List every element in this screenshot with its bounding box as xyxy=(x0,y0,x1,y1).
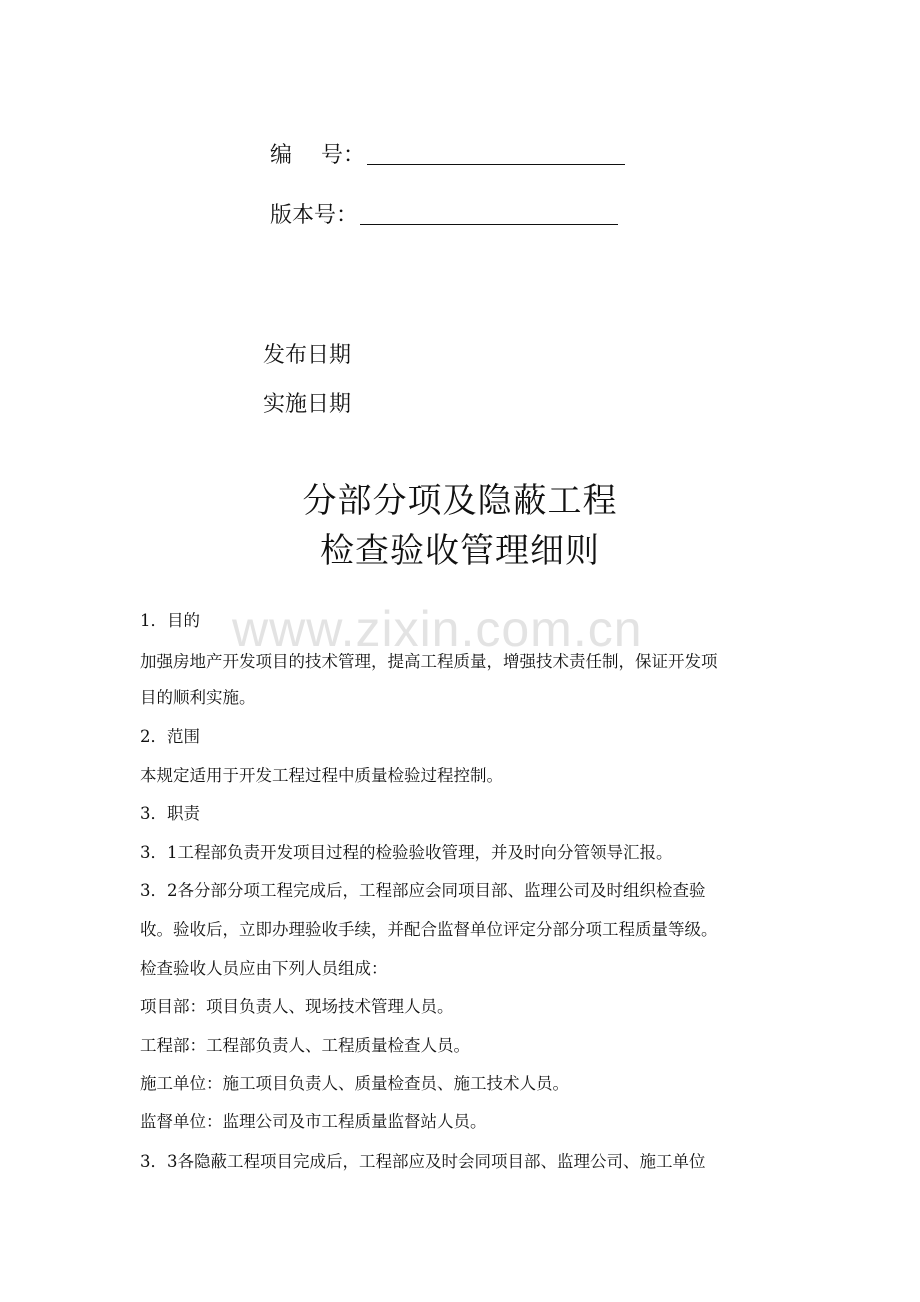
version-number-label: 版本号： xyxy=(270,203,359,228)
publish-date-label: 发布日期 xyxy=(263,343,352,368)
document-title-line2: 检查验收管理细则 xyxy=(320,531,600,571)
section-scope-heading: 2．范围 xyxy=(140,727,200,746)
body-paragraph: 3．3各隐蔽工程项目完成后，工程部应及时会同项目部、监理公司、施工单位 xyxy=(140,1152,706,1171)
section-duties-heading: 3．职责 xyxy=(140,804,200,823)
body-paragraph: 加强房地产开发项目的技术管理，提高工程质量，增强技术责任制，保证开发项 xyxy=(140,652,718,671)
body-paragraph: 本规定适用于开发工程过程中质量检验过程控制。 xyxy=(140,766,503,785)
body-paragraph: 检查验收人员应由下列人员组成： xyxy=(140,959,388,978)
document-number-blank-line xyxy=(367,164,625,165)
body-paragraph: 3．1工程部负责开发项目过程的检验验收管理，并及时向分管领导汇报。 xyxy=(140,843,673,862)
body-paragraph: 3．2各分部分项工程完成后，工程部应会同项目部、监理公司及时组织检查验 xyxy=(140,881,706,900)
body-paragraph: 项目部：项目负责人、现场技术管理人员。 xyxy=(140,997,454,1016)
watermark: www.zixin.com.cn xyxy=(232,601,643,657)
version-number-blank-line xyxy=(360,224,618,225)
body-paragraph: 收。验收后，立即办理验收手续，并配合监督单位评定分部分项工程质量等级。 xyxy=(140,920,718,939)
document-title-line1: 分部分项及隐蔽工程 xyxy=(302,481,618,521)
body-paragraph: 施工单位：施工项目负责人、质量检查员、施工技术人员。 xyxy=(140,1074,569,1093)
body-paragraph: 目的顺利实施。 xyxy=(140,688,256,707)
version-number-field xyxy=(270,197,618,229)
document-number-label: 编 号： xyxy=(270,143,365,168)
body-paragraph: 工程部：工程部负责人、工程质量检查人员。 xyxy=(140,1036,470,1055)
section-purpose-heading: 1．目的 xyxy=(140,611,200,630)
document-number-field xyxy=(270,137,625,169)
body-paragraph: 监督单位：监理公司及市工程质量监督站人员。 xyxy=(140,1112,487,1131)
implement-date-label: 实施日期 xyxy=(263,392,352,417)
